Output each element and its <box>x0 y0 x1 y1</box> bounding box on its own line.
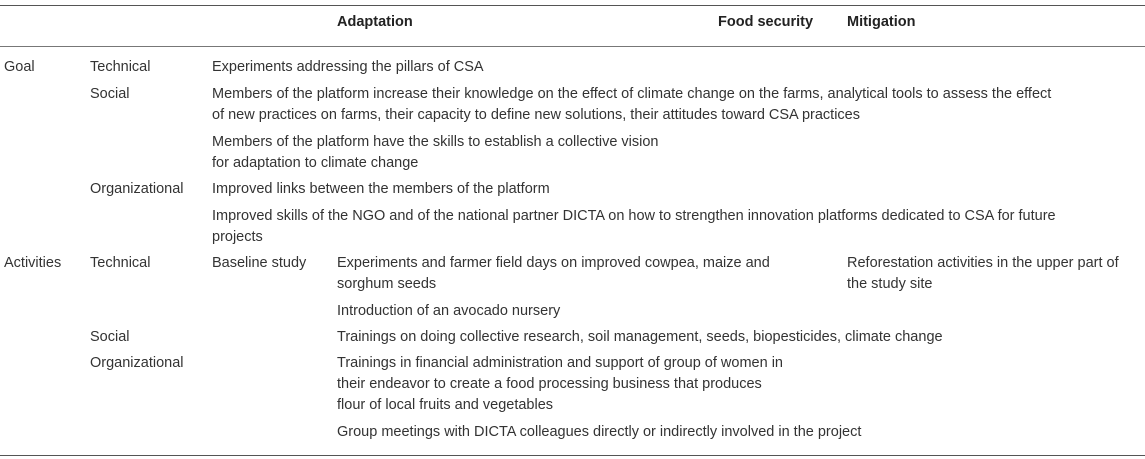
table-bottom-rule <box>0 455 1145 456</box>
activities-technical-food-line2: sorghum seeds <box>337 276 437 292</box>
goal-organizational-text1: Improved links between the members of the platform <box>212 181 550 197</box>
activities-organizational-text1-line1: Trainings in financial administration and support of group of women in <box>337 355 783 371</box>
header-food-security: Food security <box>718 14 814 30</box>
goal-technical-label: Technical <box>90 59 151 75</box>
activities-technical-adaptation: Baseline study <box>212 255 307 271</box>
header-rule <box>0 46 1145 47</box>
activities-technical-mitigation-line1: Reforestation activities in the upper part of <box>847 255 1119 271</box>
activities-organizational-label: Organizational <box>90 355 184 371</box>
goal-social-text1-line1: Members of the platform increase their knowledge on the effect of climate change on the farms, analytical tools to assess the effect <box>212 86 1052 102</box>
goal-technical-text: Experiments addressing the pillars of CSA <box>212 59 484 75</box>
goal-social-label: Social <box>90 86 130 102</box>
activities-technical-food2: Introduction of an avocado nursery <box>337 303 561 319</box>
row-label-goal: Goal <box>4 59 35 75</box>
activities-organizational-text1-line2: their endeavor to create a food processing business that produces <box>337 376 762 392</box>
goal-social-text1-line2: of new practices on farms, their capacity to define new solutions, their attitudes toward CSA practices <box>212 107 860 123</box>
activities-technical-label: Technical <box>90 255 151 271</box>
row-label-activities: Activities <box>4 255 62 271</box>
header-mitigation: Mitigation <box>847 14 916 30</box>
goal-organizational-label: Organizational <box>90 181 184 197</box>
goal-social-text2-line1: Members of the platform have the skills to establish a collective vision <box>212 134 659 150</box>
activities-social-text: Trainings on doing collective research, soil management, seeds, biopesticides, climate change <box>337 329 943 345</box>
table-top-rule <box>0 5 1145 6</box>
goal-organizational-text2-line1: Improved skills of the NGO and of the national partner DICTA on how to strengthen innovation platforms dedicated to CSA for future <box>212 208 1056 224</box>
activities-technical-food-line1: Experiments and farmer field days on improved cowpea, maize and <box>337 255 770 271</box>
header-adaptation: Adaptation <box>337 14 413 30</box>
activities-organizational-text2: Group meetings with DICTA colleagues directly or indirectly involved in the project <box>337 424 862 440</box>
activities-organizational-text1-line3: flour of local fruits and vegetables <box>337 397 554 413</box>
activities-social-label: Social <box>90 329 130 345</box>
goal-social-text2-line2: for adaptation to climate change <box>212 155 419 171</box>
activities-technical-mitigation-line2: the study site <box>847 276 933 292</box>
goal-organizational-text2-line2: projects <box>212 229 263 245</box>
